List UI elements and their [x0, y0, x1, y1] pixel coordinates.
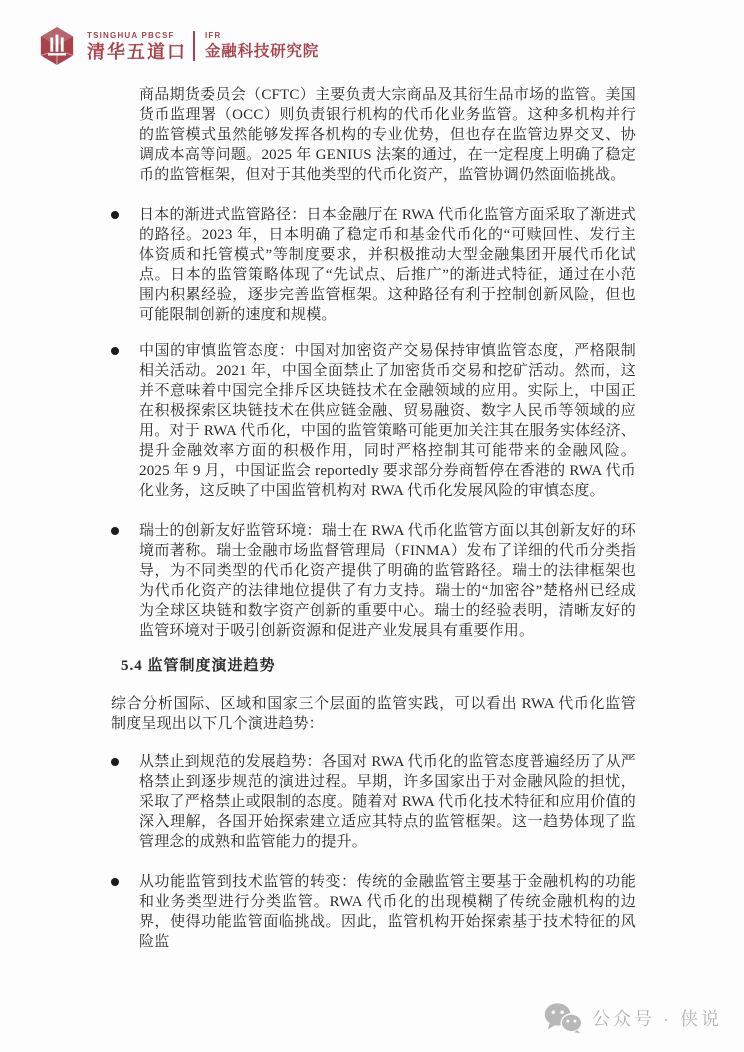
- bullet-item-china: [111, 341, 636, 501]
- bullet-item-switzerland: [111, 521, 636, 641]
- bullet-dot: [111, 211, 119, 219]
- section-heading-5-4: 5.4 监管制度演进趋势: [121, 658, 276, 674]
- bullet-text-china: 中国的审慎监管态度：中国对加密资产交易保持审慎监管态度，严格限制相关活动。2021 年，中国全面禁止了加密货币交易和挖矿活动。然而，这并不意味着中国完全排斥区块链技术在金融领域的应用。实际上，中国正在积极探索区块链技术在供应链金融、贸易融资、数字人民币等领域的应用。对于 RWA 代币化，中国的监管策略可能更加关注其在服务实体经济、提升金融效率方面的积极作用，同时严格控制其可能带来的金融风险。2025 年 9 月，中国证监会 reportedly 要求部分券商暂停在香港的 RWA 代币化业务，这反映了中国监管机构对 RWA 代币化发展风险的审慎态度。: [139, 343, 636, 499]
- logo-inst-cn: 金融科技研究院: [205, 42, 320, 60]
- bullet-dot: [111, 347, 119, 355]
- bullet-dot: [111, 878, 119, 886]
- bullet-item-japan: [111, 205, 636, 325]
- pbcsf-emblem-icon: [38, 26, 76, 66]
- bullet-dot: [111, 758, 119, 766]
- logo-inst-block: [205, 31, 319, 62]
- bullet-text-trend-prohibition-to-regulation: 从禁止到规范的发展趋势：各国对 RWA 代币化的监管态度普遍经历了从严格禁止到逐步规范的演进过程。早期，许多国家出于对金融风险的担忧，采取了严格禁止或限制的态度。随着对 RWA 代币化技术特征和应用价值的深入理解，各国开始探索建立适应其特点的监管框架。这一趋势体现了监管理念的成熟和监管能力的提升。: [139, 754, 636, 850]
- paragraph-trends-intro: 综合分析国际、区域和国家三个层面的监管实践，可以看出 RWA 代币化监管制度呈现出以下几个演进趋势：: [111, 696, 636, 732]
- bullet-text-switzerland: 瑞士的创新友好监管环境：瑞士在 RWA 代币化监管方面以其创新友好的环境而著称。瑞士金融市场监督管理局（FINMA）发布了详细的代币分类指导，为不同类型的代币化资产提供了明确的监管路径。瑞士的法律框架也为代币化资产的法律地位提供了有力支持。瑞士的“加密谷”楚格州已经成为全球区块链和数字资产创新的重要中心。瑞士的经验表明，清晰友好的监管环境对于吸引创新资源和促进产业发展具有重要作用。: [139, 523, 636, 639]
- logo-org-block: [87, 31, 187, 62]
- logo: [38, 26, 319, 66]
- logo-inst-en: IFR: [205, 30, 222, 40]
- bullet-item-trend-prohibition-to-regulation: [111, 752, 636, 852]
- watermark-text: 公众号 · 侠说: [592, 1009, 722, 1029]
- bullet-dot: [111, 527, 119, 535]
- logo-org-en: TSINGHUA PBCSF: [87, 30, 175, 40]
- bullet-text-japan: 日本的渐进式监管路径：日本金融厅在 RWA 代币化监管方面采取了渐进式的路径。2023 年，日本明确了稳定币和基金代币化的“可赎回性、发行主体资质和托管模式”等制度要求，并积极推动大型金融集团开展代币化试点。日本的监管策略体现了“先试点、后推广”的渐进式特征，通过在小范围内积累经验，逐步完善监管框架。这种路径有利于控制创新风险，但也可能限制创新的速度和规模。: [139, 207, 636, 323]
- logo-org-cn: 清华五道口: [87, 41, 187, 62]
- paragraph-us-regulation: 商品期货委员会（CFTC）主要负责大宗商品及其衍生品市场的监管。美国货币监理署（OCC）则负责银行机构的代币化业务监管。这种多机构并行的监管模式虽然能够发挥各机构的专业优势，但也存在监管边界交叉、协调成本高等问题。2025 年 GENIUS 法案的通过，在一定程度上明确了稳定币的监管框架，但对于其他类型的代币化资产，监管协调仍然面临挑战。: [139, 87, 636, 183]
- bullet-item-trend-functional-to-technical: [111, 872, 636, 952]
- bullet-text-trend-functional-to-technical: 从功能监管到技术监管的转变：传统的金融监管主要基于金融机构的功能和业务类型进行分类监管。RWA 代币化的出现模糊了传统金融机构的边界，使得功能监管面临挑战。因此，监管机构开始探索基于技术特征的风险监: [139, 874, 636, 950]
- wechat-icon: [543, 1002, 583, 1034]
- logo-divider: [193, 31, 195, 61]
- watermark: [543, 1002, 722, 1034]
